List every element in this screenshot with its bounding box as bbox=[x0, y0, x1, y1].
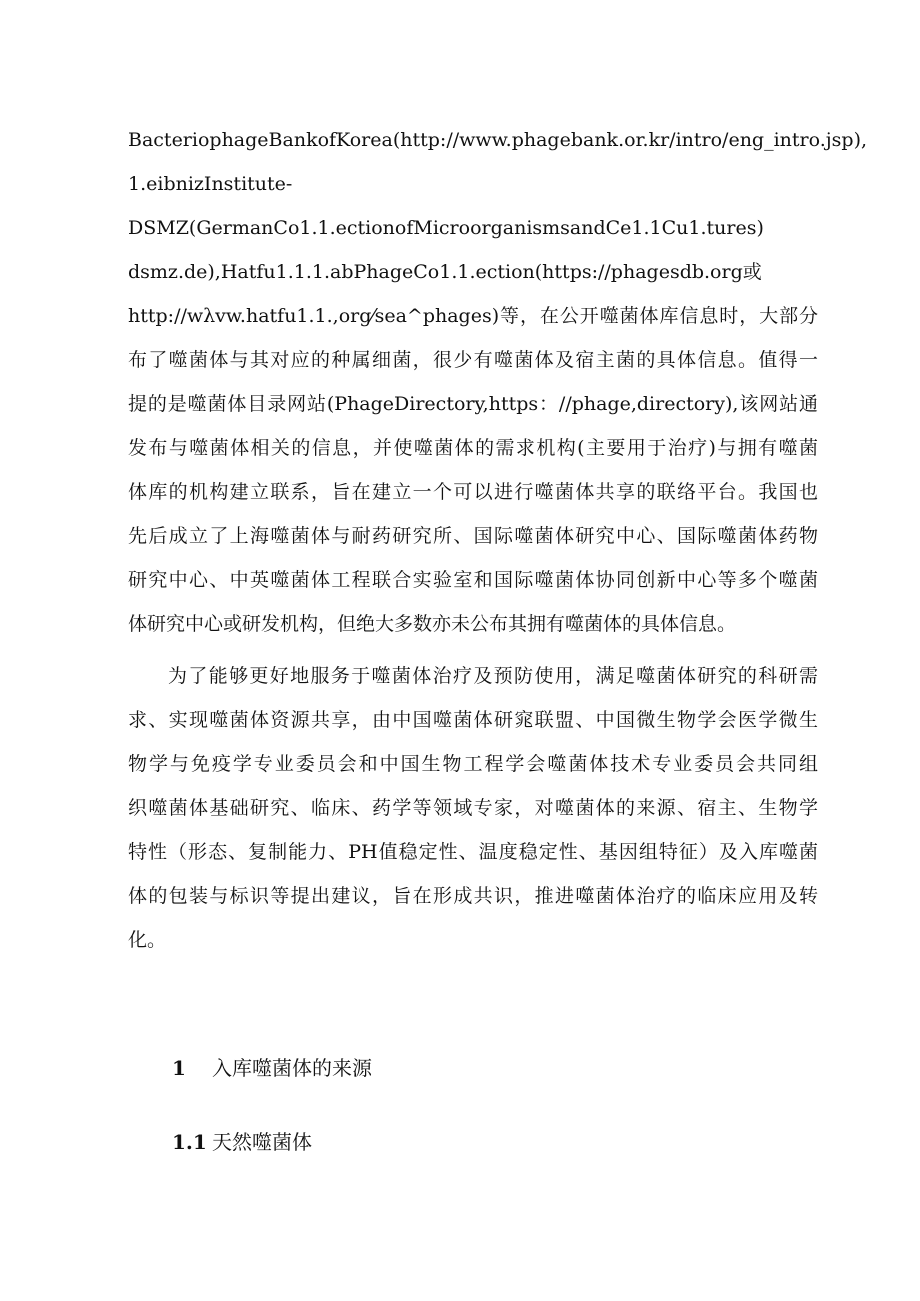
text-line: 体的包装与标识等提出建议，旨在形成共识，推进噬菌体治疗的临床应用及转 bbox=[128, 885, 818, 907]
text-line: 体研究中心或研发机构，但绝大多数亦未公布其拥有噬菌体的具体信息。 bbox=[128, 613, 737, 635]
text-line: 特性（形态、复制能力、PH值稳定性、温度稳定性、基因组特征）及入库噬菌 bbox=[128, 841, 818, 863]
text-line: 织噬菌体基础研究、临床、药学等领域专家，对噬菌体的来源、宿主、生物学 bbox=[128, 797, 818, 819]
text-line: DSMZ(GermanCo1.1.ectionofMicroorganismsandCe1.1Cu1.tures) bbox=[128, 217, 764, 239]
section-title: 入库噬菌体的来源 bbox=[212, 1056, 372, 1080]
text-line: http://wλvw.hatfu1.1.,org⁄sea^phages)等，在公开噬菌体库信息时，大部分 bbox=[128, 305, 818, 327]
text-line: 1.eibnizInstitute- bbox=[128, 173, 293, 195]
subsection-title: 天然噬菌体 bbox=[212, 1130, 312, 1154]
text-line: BacteriophageBankofKorea(http://www.phagebank.or.kr/intro/eng_intro.jsp), bbox=[128, 129, 868, 151]
text-line: 布了噬菌体与其对应的种属细菌，很少有噬菌体及宿主菌的具体信息。值得一 bbox=[128, 349, 818, 371]
paragraph-gap bbox=[128, 646, 818, 654]
paragraph-1 bbox=[128, 118, 868, 646]
text-line: 体库的机构建立联系，旨在建立一个可以进行噬菌体共享的联络平台。我国也 bbox=[128, 481, 818, 503]
section-number: 1 bbox=[172, 1056, 186, 1080]
subsection-heading-1-1 bbox=[172, 1126, 312, 1155]
text-line: 研究中心、中英噬菌体工程联合实验室和国际噬菌体协同创新中心等多个噬菌 bbox=[128, 569, 818, 591]
body-text bbox=[128, 118, 868, 962]
text-line: 化。 bbox=[128, 929, 167, 951]
text-line: 发布与噬菌体相关的信息，并使噬菌体的需求机构(主要用于治疗)与拥有噬菌 bbox=[128, 437, 818, 459]
subsection-number: 1.1 bbox=[172, 1130, 207, 1154]
text-line: dsmz.de),Hatfu1.1.1.abPhageCo1.1.ection(https://phagesdb.org或 bbox=[128, 261, 762, 283]
section-heading-1 bbox=[172, 1052, 372, 1081]
text-line: 先后成立了上海噬菌体与耐药研究所、国际噬菌体研究中心、国际噬菌体药物 bbox=[128, 525, 818, 547]
text-line: 提的是噬菌体目录网站(PhageDirectory,https：//phage,directory),该网站通 bbox=[128, 393, 818, 415]
paragraph-2 bbox=[128, 654, 818, 962]
text-line: 物学与免疫学专业委员会和中国生物工程学会噬菌体技术专业委员会共同组 bbox=[128, 753, 818, 775]
text-line: 为了能够更好地服务于噬菌体治疗及预防使用，满足噬菌体研究的科研需 bbox=[168, 665, 818, 687]
text-line: 求、实现噬菌体资源共享，由中国噬菌体研窕联盟、中国微生物学会医学微生 bbox=[128, 709, 818, 731]
